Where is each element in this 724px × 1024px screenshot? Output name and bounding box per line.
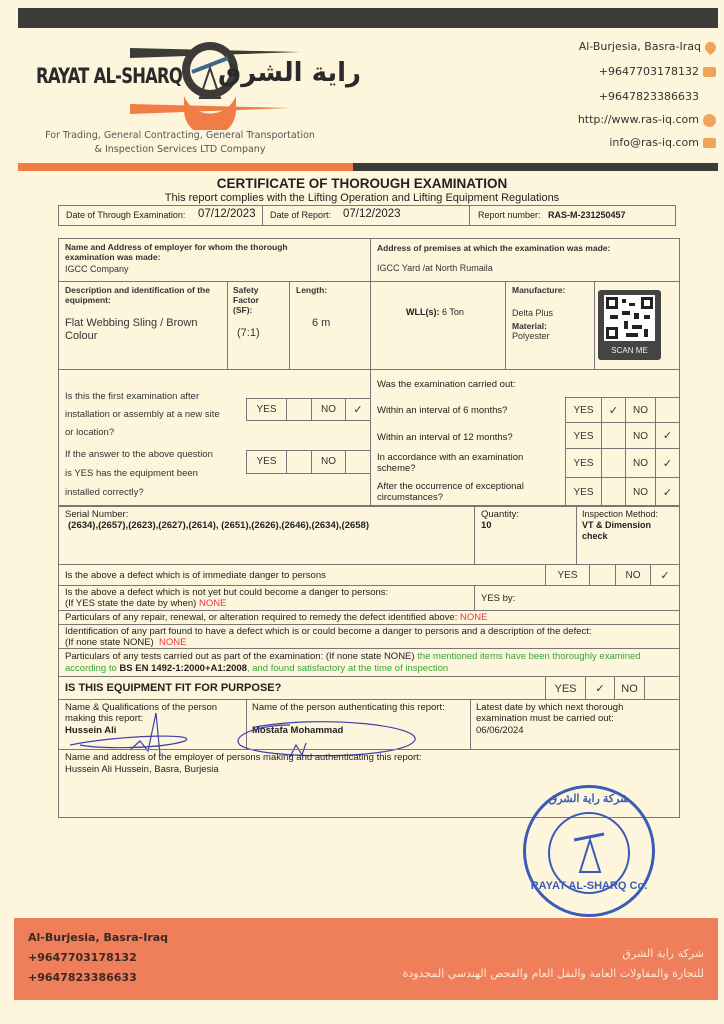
wll-cell [370,281,506,370]
q2-no-label: NO [311,450,346,474]
left-questions-cell [58,369,371,506]
q1-text-3: or location? [65,427,115,438]
location-pin-icon [703,39,719,55]
immediate-yes-label: YES [545,564,590,586]
header-divider-dark [353,163,718,171]
report-date-cell [262,205,470,226]
rq2-text: Within an interval of 12 months? [377,432,513,443]
stamp-oil-pump-icon [570,830,610,875]
manufacture-value: Delta Plus [512,308,554,318]
q2-text-2: is YES has the equipment been [65,468,198,479]
report-maker-value: Hussein Ali [65,725,117,736]
immediate-yes-checkbox[interactable] [589,564,616,586]
employer-of-persons-value: Hussein Ali Hussein, Basra, Burjesia [65,764,219,775]
serial-label: Serial Number: [65,509,129,520]
contact-phone-1 [416,65,716,78]
wll-label: WLL(s): [406,307,440,317]
report-number-label: Report number: [478,210,541,220]
identification-row [58,624,680,649]
header-divider-orange [18,163,353,171]
tests-result-2: , and found satisfactory at the time of inspection [246,663,449,674]
premises-value: IGCC Yard /at North Rumaila [377,263,493,273]
exam-date-label: Date of Through Examination: [66,210,186,220]
equipment-desc-value: Flat Webbing Sling / Brown Colour [65,317,198,342]
globe-icon [703,114,716,127]
tests-result-1: the mentioned items have been thoroughly examined according to [65,651,641,674]
envelope-icon [703,138,716,148]
identification-text-1: Identification of any part found to have a defect which is or could become a danger to persons and a description of the defect: [65,626,592,637]
tests-paragraph [65,651,673,675]
tests-standard: BS EN 1492-1:2000+A1:2008 [119,663,247,674]
footer-contact [28,928,168,988]
repair-line [65,612,487,623]
report-date-label: Date of Report: [270,210,332,220]
next-exam-label: Latest date by which next thorough examination must be carried out: [476,702,624,724]
identification-value: NONE [158,637,187,648]
wll-value: 6 Ton [442,307,464,317]
q1-no-checkbox[interactable]: ✓ [345,398,371,421]
footer-arabic [403,944,704,984]
equipment-desc-label: Description and identification of the equipment: [65,285,210,305]
right-questions-heading: Was the examination carried out: [377,379,516,390]
report-date-value: 07/12/2023 [343,208,401,220]
safety-factor-value: (7:1) [237,327,260,339]
inspection-method-label: Inspection Method: [582,509,659,519]
exam-date-value: 07/12/2023 [198,208,256,220]
certificate-title: CERTIFICATE OF THOROUGH EXAMINATION [216,176,508,191]
serial-cell [58,506,475,565]
rq4-yes-checkbox[interactable] [601,477,626,507]
phone-icon [703,67,716,77]
length-label: Length: [296,285,328,295]
identification-hint: (If none state NONE) [65,637,154,648]
rq3-text: In accordance with an examination scheme? [377,452,524,474]
quantity-cell [474,506,577,565]
q2-yes-checkbox[interactable] [286,450,312,474]
rq4-text: After the occurrence of exceptional circumstances? [377,481,524,503]
authenticator-label: Name of the person authenticating this report: [252,702,445,713]
footer-ar-line-1: شركة راية الشرق [622,947,704,960]
length-cell [289,281,371,370]
address-text: Al-Burjesia, Basra-Iraq [578,40,701,53]
contact-email[interactable] [416,136,716,149]
rq2-yes-label: YES [565,422,602,449]
rq2-no-checkbox[interactable]: ✓ [655,422,680,449]
rq1-yes-label: YES [565,397,602,423]
repair-text: Particulars of any repair, renewal, or alteration required to remedy the defect identified above: [65,612,458,623]
future-danger-cell [58,585,475,611]
fit-yes-label: YES [545,676,586,700]
future-danger-text-1: Is the above a defect which is not yet but could become a danger to persons: [65,587,389,598]
wll-line [406,307,464,317]
rq1-yes-checkbox[interactable]: ✓ [601,397,626,423]
identification-text-2 [65,637,186,648]
quantity-label: Quantity: [481,509,520,520]
rq1-text: Within an interval of 6 months? [377,405,508,416]
phone-1-text: +9647703178132 [598,65,699,78]
immediate-danger-text: Is the above a defect which is of immediate danger to persons [65,570,326,581]
q1-yes-checkbox[interactable] [286,398,312,421]
rq2-yes-checkbox[interactable] [601,422,626,449]
company-name-en: RAYAT AL-SHARQ [36,64,183,88]
stamp-text-ar: شركة راية الشرق [548,793,630,805]
tagline-line-2: & Inspection Services LTD Company [94,144,266,155]
footer-address: Al-Burjesia, Basra-Iraq [28,931,169,944]
company-name-ar: راية الشرق [218,58,362,88]
yes-by-cell [474,585,680,611]
future-danger-text-2 [65,598,226,609]
header-top-bar [18,8,718,28]
q2-text-3: installed correctly? [65,487,144,498]
rq3-yes-label: YES [565,448,602,478]
q2-text-1: If the answer to the above question [65,449,213,460]
repair-value: NONE [460,612,488,623]
q2-yes-label: YES [246,450,287,474]
rq4-no-label: NO [625,477,656,507]
rq3-no-checkbox[interactable]: ✓ [655,448,680,478]
serial-value: (2634),(2657),(2623),(2627),(2614), (2651),(2626),(2646),(2634),(2658) [68,520,370,531]
contact-phone-2 [416,90,716,104]
spacer-icon [703,91,716,104]
yes-by-label: YES by: [481,593,516,604]
safety-factor-label: Safety Factor (SF): [233,285,259,315]
qr-scan-label: SCAN ME [611,346,648,355]
inspection-method-value: VT & Dimension check [582,520,652,541]
fit-no-label: NO [614,676,645,700]
premises-cell [370,238,680,282]
repair-row [58,610,680,625]
authenticator-value: Mostafa Mohammad [252,725,344,736]
next-exam-cell [470,699,680,750]
immediate-no-checkbox[interactable]: ✓ [650,564,680,586]
report-number-value: RAS-M-231250457 [548,210,626,220]
q1-text-1: Is this the first examination after [65,391,200,402]
inspection-method-cell [576,506,680,565]
future-danger-hint: (If YES state the date by when) [65,598,197,609]
fit-for-purpose-question: IS THIS EQUIPMENT FIT FOR PURPOSE? [65,682,282,694]
safety-factor-cell [227,281,290,370]
contact-address [416,40,716,53]
manufacture-cell [505,281,595,370]
fit-yes-checkbox[interactable]: ✓ [585,676,615,700]
q1-yes-label: YES [246,398,287,421]
employer-value: IGCC Company [65,264,129,274]
stamp-text-en: RAYAT AL-SHARQ Co. [530,880,648,892]
manufacture-label: Manufacture: [512,285,566,295]
rq3-no-label: NO [625,448,656,478]
rq1-no-label: NO [625,397,656,423]
equipment-desc-cell [58,281,228,370]
q1-text-2: installation or assembly at a new site [65,409,220,420]
company-tagline [30,129,330,157]
certificate-subtitle: This report complies with the Lifting Operation and Lifting Equipment Regulations [164,192,560,204]
qr-code-icon [604,295,655,341]
tests-row [58,648,680,677]
fit-no-checkbox[interactable] [644,676,680,700]
email-link[interactable]: info@ras-iq.com [609,136,699,149]
future-danger-value: NONE [198,598,227,609]
q2-no-checkbox[interactable] [345,450,371,474]
tests-text: Particulars of any tests carried out as part of the examination: (If none state NONE) [65,651,415,662]
website-link[interactable]: http://www.ras-iq.com [577,113,699,126]
length-value: 6 m [312,317,331,329]
premises-label: Address of premises at which the examination was made: [377,243,611,253]
contact-website[interactable] [416,113,716,127]
tagline-line-1: For Trading, General Contracting, General Transportation [45,130,315,141]
rq2-no-label: NO [625,422,656,449]
employer-of-persons-label: Name and address of the employer of persons making and authenticating this report: [65,752,422,763]
report-maker-label: Name & Qualifications of the person making this report: [65,702,218,724]
footer-phone-1: +9647703178132 [28,951,137,964]
material-value: Polyester [512,331,550,341]
next-exam-value: 06/06/2024 [476,725,524,736]
rq1-no-checkbox[interactable] [655,397,680,423]
employer-label: Name and Address of employer for whom the thorough examination was made: [65,242,288,262]
rq4-no-checkbox[interactable]: ✓ [655,477,680,507]
immediate-no-label: NO [615,564,651,586]
report-number-cell [469,205,676,226]
rq3-yes-checkbox[interactable] [601,448,626,478]
exam-date-cell [58,205,263,226]
quantity-value: 10 [481,520,492,531]
q1-no-label: NO [311,398,346,421]
footer-phone-2: +9647823386633 [28,971,137,984]
footer-ar-line-2: للتجارة والمقاولات العامة والنقل العام والفحص الهندسي المحدودة [402,967,704,980]
material-label: Material: [512,321,547,331]
rq4-yes-label: YES [565,477,602,507]
employer-cell [58,238,371,282]
phone-2-text: +9647823386633 [598,90,699,103]
